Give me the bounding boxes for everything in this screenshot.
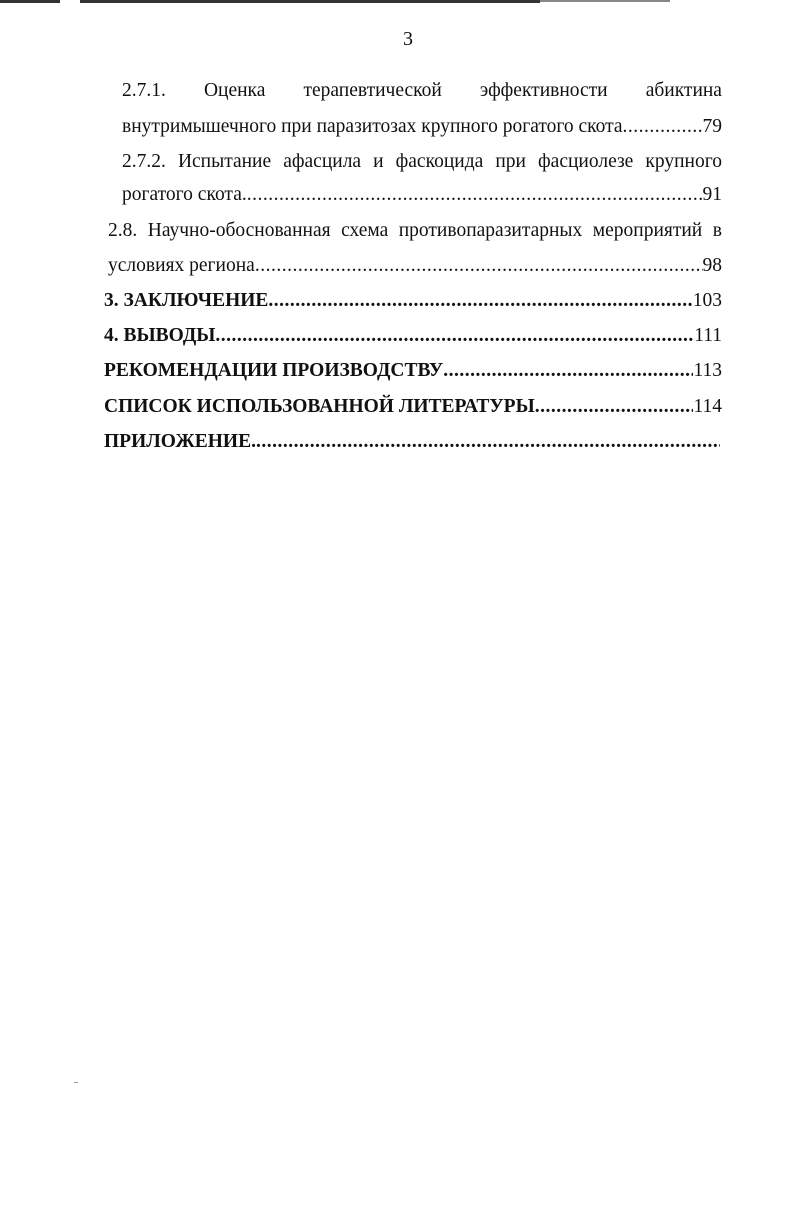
word: Испытание bbox=[177, 151, 272, 172]
scan-border-top bbox=[540, 0, 670, 2]
entry-text: рогатого скота. bbox=[122, 184, 247, 205]
toc-entry-findings bbox=[104, 321, 722, 351]
page-number: 3 bbox=[403, 28, 413, 50]
word: абиктина bbox=[645, 80, 722, 101]
word: эффективности bbox=[479, 80, 608, 101]
dot-leader bbox=[535, 392, 694, 422]
toc-entry-2-7-1-line2 bbox=[122, 112, 722, 142]
toc-entry-2-7-2-line2 bbox=[122, 180, 722, 210]
toc-entry-conclusion bbox=[104, 286, 722, 316]
word: Научно-обоснованная bbox=[147, 220, 331, 241]
entry-text: условиях региона bbox=[108, 255, 255, 276]
word: крупного bbox=[645, 151, 722, 172]
entry-text: СПИСОК ИСПОЛЬЗОВАННОЙ ЛИТЕРАТУРЫ bbox=[104, 396, 535, 417]
word: 2.7.2. bbox=[122, 151, 166, 172]
word: при bbox=[495, 151, 526, 172]
toc-entry-2-7-2-line1 bbox=[122, 147, 722, 177]
word: афасцила bbox=[283, 151, 362, 172]
dot-leader bbox=[623, 112, 703, 142]
word: противопаразитарных bbox=[398, 220, 583, 241]
dot-leader bbox=[443, 356, 693, 386]
toc-entry-2-7-1-line1 bbox=[122, 76, 722, 106]
dot-leader bbox=[215, 321, 694, 351]
toc-entry-references bbox=[104, 392, 722, 422]
entry-page: 79 bbox=[702, 116, 722, 137]
word: мероприятий bbox=[592, 220, 703, 241]
toc-entry-2-8-line1 bbox=[108, 216, 722, 246]
entry-text: ПРИЛОЖЕНИЕ. bbox=[104, 431, 256, 452]
entry-text: 4. ВЫВОДЫ bbox=[104, 325, 216, 346]
entry-page: 114 bbox=[693, 396, 722, 417]
entry-page: 98 bbox=[702, 255, 722, 276]
dot-leader bbox=[255, 251, 703, 281]
word: схема bbox=[341, 220, 389, 241]
word: в bbox=[712, 220, 722, 241]
scan-border-top bbox=[80, 0, 540, 3]
toc-entry-recommendations bbox=[104, 356, 722, 386]
entry-text: РЕКОМЕНДАЦИИ ПРОИЗВОДСТВУ bbox=[104, 360, 444, 381]
word: 2.8. bbox=[108, 220, 138, 241]
word: 2.7.1. bbox=[122, 80, 166, 101]
word: фасциолезе bbox=[538, 151, 634, 172]
entry-page: 103 bbox=[692, 290, 722, 311]
dot-leader bbox=[247, 180, 703, 210]
entry-text: 3. ЗАКЛЮЧЕНИЕ bbox=[104, 290, 269, 311]
dot-leader bbox=[268, 286, 692, 316]
entry-text: внутримышечного при паразитозах крупного рогатого скота bbox=[122, 116, 623, 137]
word: терапевтической bbox=[303, 80, 442, 101]
toc-entry-2-8-line2 bbox=[108, 251, 722, 281]
word: Оценка bbox=[203, 80, 266, 101]
entry-page: 113 bbox=[693, 360, 722, 381]
scan-mark bbox=[74, 1082, 78, 1083]
word: фаскоцида bbox=[395, 151, 484, 172]
word: и bbox=[373, 151, 384, 172]
entry-page: 91 bbox=[702, 184, 722, 205]
entry-page: 111 bbox=[694, 325, 722, 346]
dot-leader bbox=[256, 427, 720, 457]
scan-border-top bbox=[0, 0, 60, 3]
toc-entry-appendix bbox=[104, 427, 720, 457]
